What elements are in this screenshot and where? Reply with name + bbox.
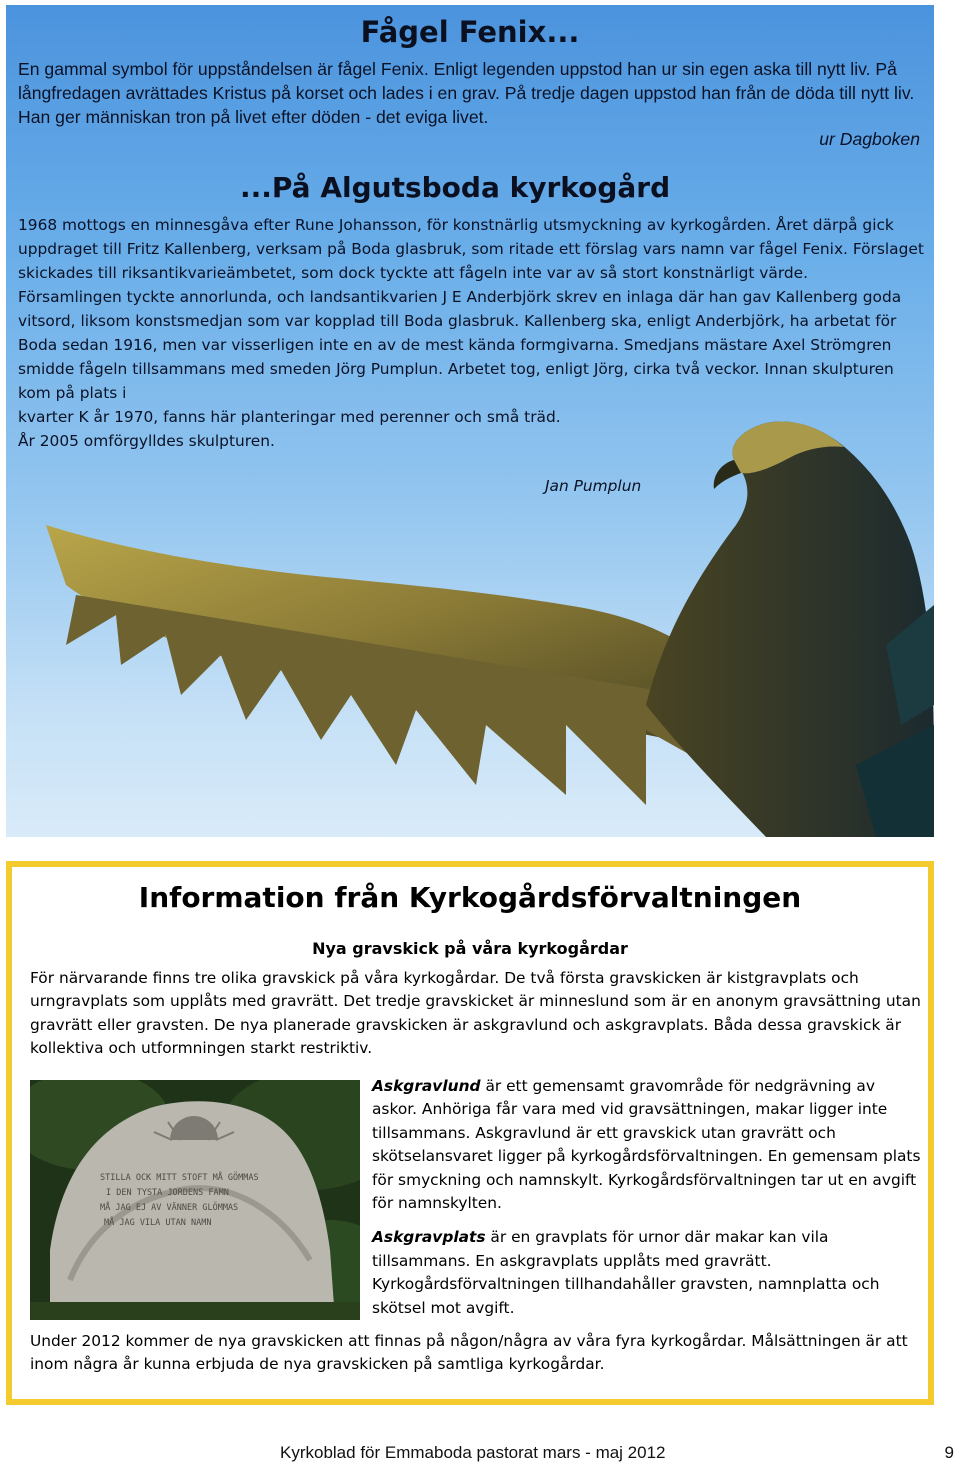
info-title: Information från Kyrkogårdsförvaltningen bbox=[138, 881, 802, 914]
memorial-stone-photo bbox=[30, 1080, 360, 1320]
page-number: 9 bbox=[944, 1443, 954, 1462]
grave-types bbox=[372, 1075, 924, 1331]
askgravlund-term: Askgravlund bbox=[372, 1077, 481, 1095]
askgravplats-text: är en gravplats för urnor där makar kan vila tillsammans. En askgravplats upplåts med gravrätt. Kyrkogårdsförvaltningen tillhandahåller gravsten, namnplatta och skötsel mot avgift. bbox=[372, 1228, 880, 1317]
askgravplats-paragraph bbox=[372, 1226, 924, 1320]
stone-inscription-line: STILLA OCK MITT STOFT MÅ GÖMMAS bbox=[100, 1173, 259, 1183]
phoenix-title: Fågel Fenix... bbox=[360, 15, 580, 49]
askgravlund-text: är ett gemensamt gravområde för nedgrävning av askor. Anhöriga får vara med vid gravsättningen, makar ligger inte tillsammans. Askgravlund är ett gravskick utan gravrätt och skötselansvaret ligger på kyrkogårdsförvaltningen. En gemensam plats för smyckning och namnskylt. Kyrkogårdsförvaltningen tar ut en avgift för namnskylten. bbox=[372, 1077, 921, 1213]
info-outro: Under 2012 kommer de nya gravskicken att finnas på någon/några av våra fyra kyrkogårdar. Målsättningen är att inom några år kunna erbjuda de nya gravskicken på samtliga kyrkogårdar. bbox=[30, 1332, 908, 1374]
stone-inscription-line: I DEN TYSTA JORDENS FAMN bbox=[106, 1188, 229, 1198]
stone-inscription-line: MÅ JAG VILA UTAN NAMN bbox=[104, 1218, 212, 1228]
phoenix-intro: En gammal symbol för uppståndelsen är fågel Fenix. Enligt legenden uppstod han ur sin egen aska till nytt liv. På långfredagen avrättades Kristus på korset och lades i en grav. På tredje dagen uppstod han från de döda till nytt liv. Han ger människan tron på livet efter döden - det eviga livet. bbox=[18, 59, 915, 127]
info-subtitle: Nya gravskick på våra kyrkogårdar bbox=[312, 939, 628, 958]
phoenix-section bbox=[6, 5, 934, 837]
phoenix-source: ur Dagboken bbox=[819, 129, 920, 149]
algutsboda-author: Jan Pumplun bbox=[545, 477, 642, 495]
footer-publication: Kyrkoblad för Emmaboda pastorat mars - maj 2012 bbox=[280, 1443, 666, 1462]
askgravlund-paragraph bbox=[372, 1075, 924, 1215]
stone-inscription-line: MÅ JAG EJ AV VÄNNER GLÖMMAS bbox=[100, 1203, 239, 1213]
memorial-stone-image bbox=[30, 1080, 360, 1320]
algutsboda-title: ...På Algutsboda kyrkogård bbox=[240, 171, 671, 204]
algutsboda-body bbox=[18, 213, 930, 453]
info-box bbox=[6, 861, 934, 1405]
algutsboda-paragraph: Församlingen tyckte annorlunda, och landsantikvarien J E Anderbjörk skrev en inlaga där han gav Kallenberg goda vitsord, liksom konstsmedjan som var kopplad till Boda glasbruk. Kallenberg ska, enligt Anderbjörk, ha arbetat för Boda sedan 1916, men var visserligen inte en av de mest kända formgivarna. Smedjans mästare Axel Strömgren smidde fågeln tillsammans med smeden Jörg Pumplun. Arbetet tog, enligt Jörg, cirka två veckor. Innan skulpturen kom på plats i bbox=[18, 288, 902, 402]
info-intro: För närvarande finns tre olika gravskick på våra kyrkogårdar. De två första gravskicken är kistgravplats och urngravplats som upplåts med gravrätt. Det tredje gravskicket är minneslund som är en anonym gravsättning utan gravrätt eller gravsten. De nya planerade gravskicken är askgravlund och askgravplats. Båda dessa gravskick är kollektiva och utformningen starkt restriktiv. bbox=[30, 969, 921, 1058]
algutsboda-paragraph: 1968 mottogs en minnesgåva efter Rune Johansson, för konstnärlig utsmyckning av kyrkogården. Året därpå gick uppdraget till Fritz Kallenberg, verksam på Boda glasbruk, som ritade ett förslag vars namn var fågel Fenix. Förslaget skickades till riksantikvarieämbetet, som dock tyckte att fågeln inte var av så stort konstnärligt värde. bbox=[18, 216, 924, 282]
algutsboda-paragraph: År 2005 omförgylldes skulpturen. bbox=[18, 432, 275, 450]
algutsboda-paragraph: kvarter K år 1970, fanns här planteringar med perenner och små träd. bbox=[18, 408, 561, 426]
askgravplats-term: Askgravplats bbox=[372, 1228, 486, 1247]
